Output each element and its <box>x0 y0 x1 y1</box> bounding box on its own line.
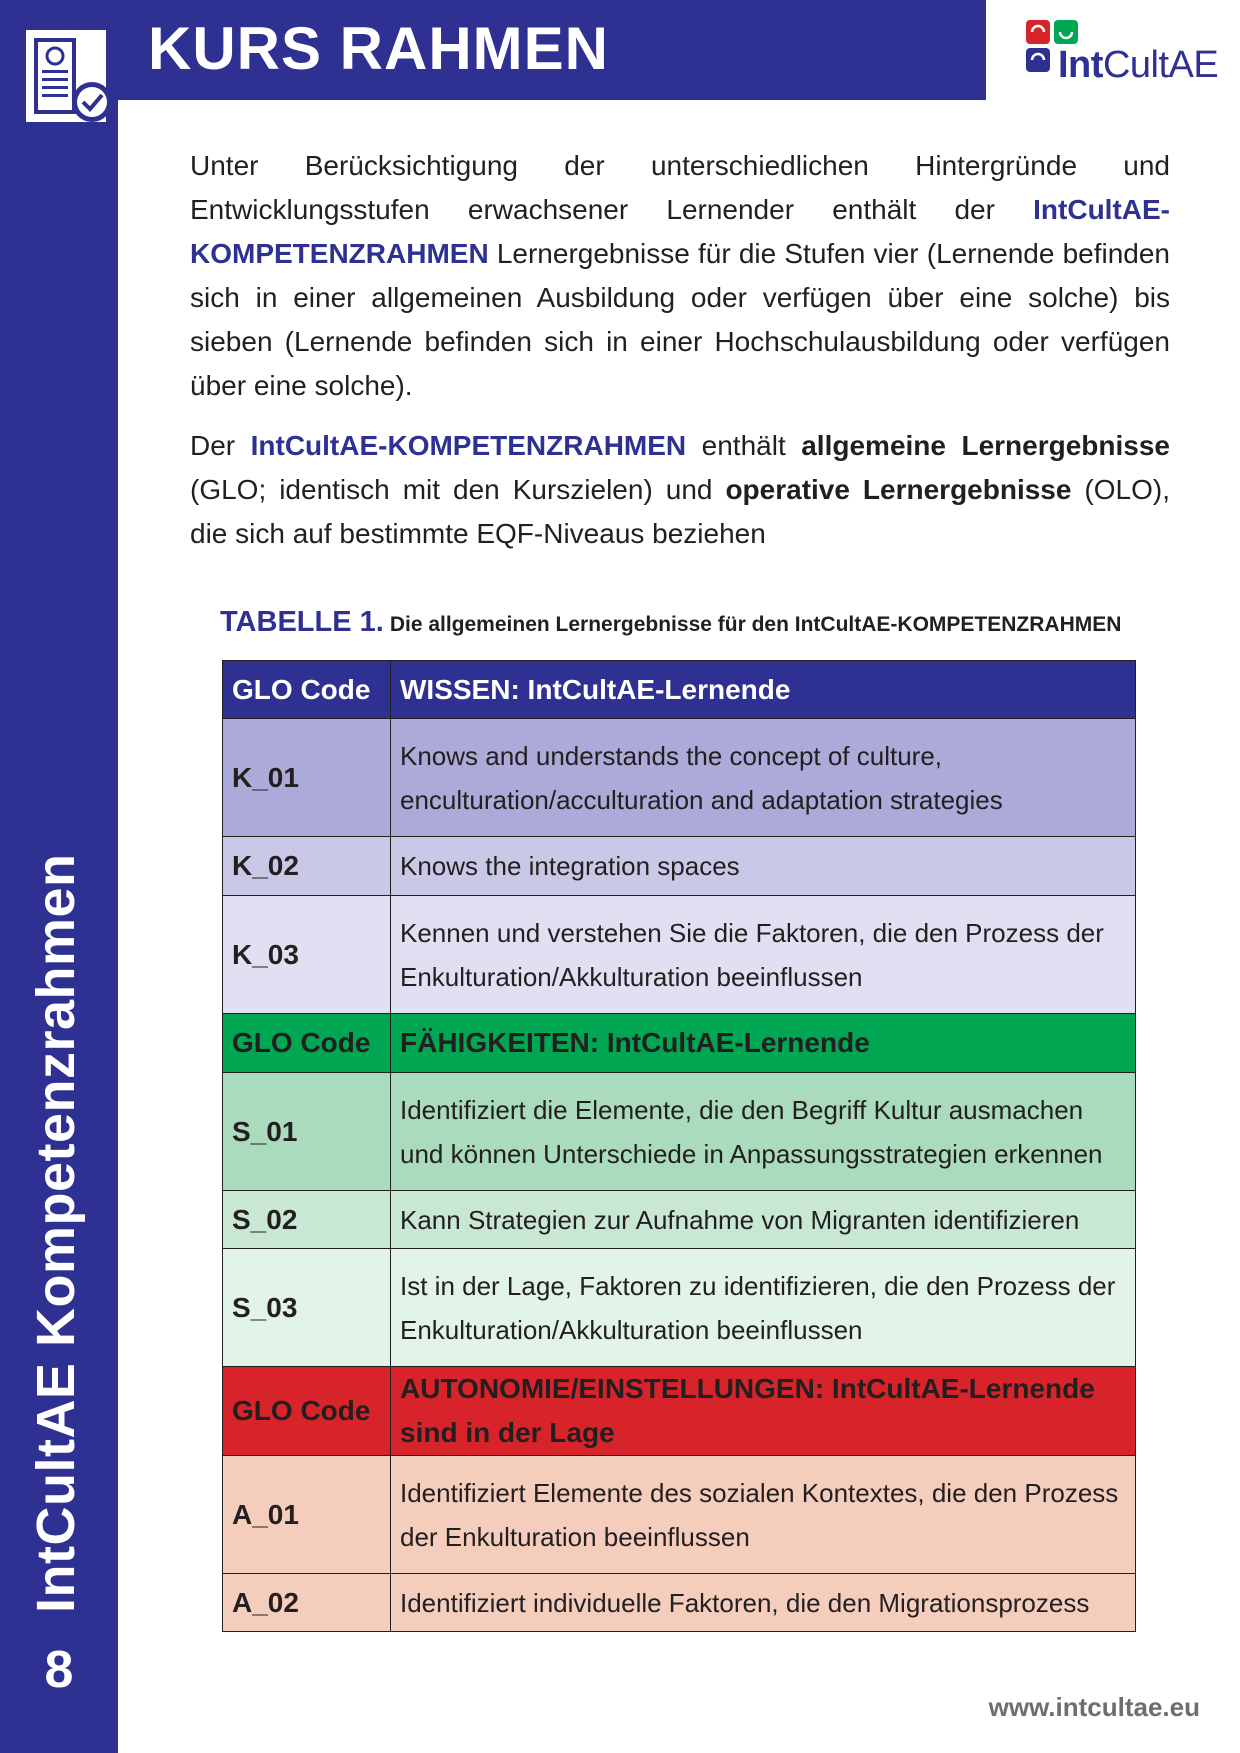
table-row <box>223 1574 1136 1632</box>
header-title-cell: AUTONOMIE/EINSTELLUNGEN: IntCultAE-Lernende sind in der Lage <box>391 1367 1136 1456</box>
p1-text-a: Unter Berücksichtigung der unterschiedlichen Hintergründe und Entwicklungsstufen erwachsener Lernender enthält der <box>190 150 1170 225</box>
text-cell: Kann Strategien zur Aufnahme von Migranten identifizieren <box>391 1191 1136 1249</box>
p2-text-a: Der <box>190 430 251 461</box>
p1-text-b: Lernergebnisse für die Stufen vier (Lernende befinden sich in einer allgemeinen Ausbildung oder verfügen über eine solche) bis sieben (Lernende befinden sich in einer Hochschulausbildung oder verfügen über eine solche). <box>190 238 1170 401</box>
table-row <box>223 719 1136 837</box>
intro-paragraph-2 <box>190 424 1170 556</box>
table-row <box>223 1456 1136 1574</box>
header-code-cell: GLO Code <box>223 1014 391 1073</box>
p1-highlight: IntCultAE-KOMPETENZRAHMEN <box>190 194 1170 269</box>
code-cell: A_01 <box>223 1456 391 1574</box>
header-code-cell: GLO Code <box>223 1367 391 1456</box>
text-cell: Knows and understands the concept of culture, enculturation/acculturation and adaptation strategies <box>391 719 1136 837</box>
logo-text-bold: Int <box>1058 44 1103 86</box>
footer-url: www.intcultae.eu <box>988 1692 1200 1722</box>
page-title: KURS RAHMEN <box>148 15 609 82</box>
code-cell: K_01 <box>223 719 391 837</box>
page-number: 8 <box>44 1641 74 1699</box>
text-cell: Identifiziert individuelle Faktoren, die den Migrationsprozess <box>391 1574 1136 1632</box>
logo-text <box>1058 44 1218 87</box>
section-header-row <box>223 1014 1136 1073</box>
text-cell: Knows the integration spaces <box>391 837 1136 896</box>
p2-highlight: IntCultAE-KOMPETENZRAHMEN <box>250 430 687 461</box>
table-row <box>223 837 1136 896</box>
section-header-row <box>223 1367 1136 1456</box>
p2-text-c: (GLO; identisch mit den Kurszielen) und <box>190 474 726 505</box>
section-header-row <box>223 661 1136 719</box>
text-cell: Identifiziert Elemente des sozialen Kontextes, die den Prozess der Enkulturation beeinflussen <box>391 1456 1136 1574</box>
sidebar-vertical-title <box>0 853 86 1613</box>
code-cell: K_02 <box>223 837 391 896</box>
table-caption <box>220 606 1121 639</box>
code-cell: S_03 <box>223 1249 391 1367</box>
caption-label: TABELLE 1. <box>220 606 384 638</box>
header-title-cell: FÄHIGKEITEN: IntCultAE-Lernende <box>391 1014 1136 1073</box>
table-row <box>223 1249 1136 1367</box>
p2-strong-1: allgemeine Lernergebnisse <box>801 430 1170 461</box>
table-row <box>223 1073 1136 1191</box>
text-cell: Ist in der Lage, Faktoren zu identifizieren, die den Prozess der Enkulturation/Akkulturation beeinflussen <box>391 1249 1136 1367</box>
text-cell: Identifiziert die Elemente, die den Begriff Kultur ausmachen und können Unterschiede in Anpassungsstrategien erkennen <box>391 1073 1136 1191</box>
header-code-cell: GLO Code <box>223 661 391 719</box>
header-title-cell: WISSEN: IntCultAE-Lernende <box>391 661 1136 719</box>
p2-strong-2: operative Lernergebnisse <box>725 474 1072 505</box>
table-row <box>223 896 1136 1014</box>
sidebar-title-text: IntCultAE Kompetenzrahmen <box>26 853 86 1613</box>
text-cell: Kennen und verstehen Sie die Faktoren, die den Prozess der Enkulturation/Akkulturation beeinflussen <box>391 896 1136 1014</box>
glo-table <box>222 660 1136 1632</box>
code-cell: K_03 <box>223 896 391 1014</box>
table-row <box>223 1191 1136 1249</box>
code-cell: A_02 <box>223 1574 391 1632</box>
code-cell: S_02 <box>223 1191 391 1249</box>
p2-text-d: (OLO), die sich auf bestimmte EQF-Niveaus beziehen <box>190 474 1170 549</box>
caption-text: Die allgemeinen Lernergebnisse für den IntCultAE-KOMPETENZRAHMEN <box>389 613 1122 636</box>
logo-text-light: CultAE <box>1102 44 1219 86</box>
code-cell: S_01 <box>223 1073 391 1191</box>
p2-text-b: enthält <box>686 430 802 461</box>
intro-paragraph-1 <box>190 144 1170 408</box>
document-check-icon <box>18 22 114 130</box>
